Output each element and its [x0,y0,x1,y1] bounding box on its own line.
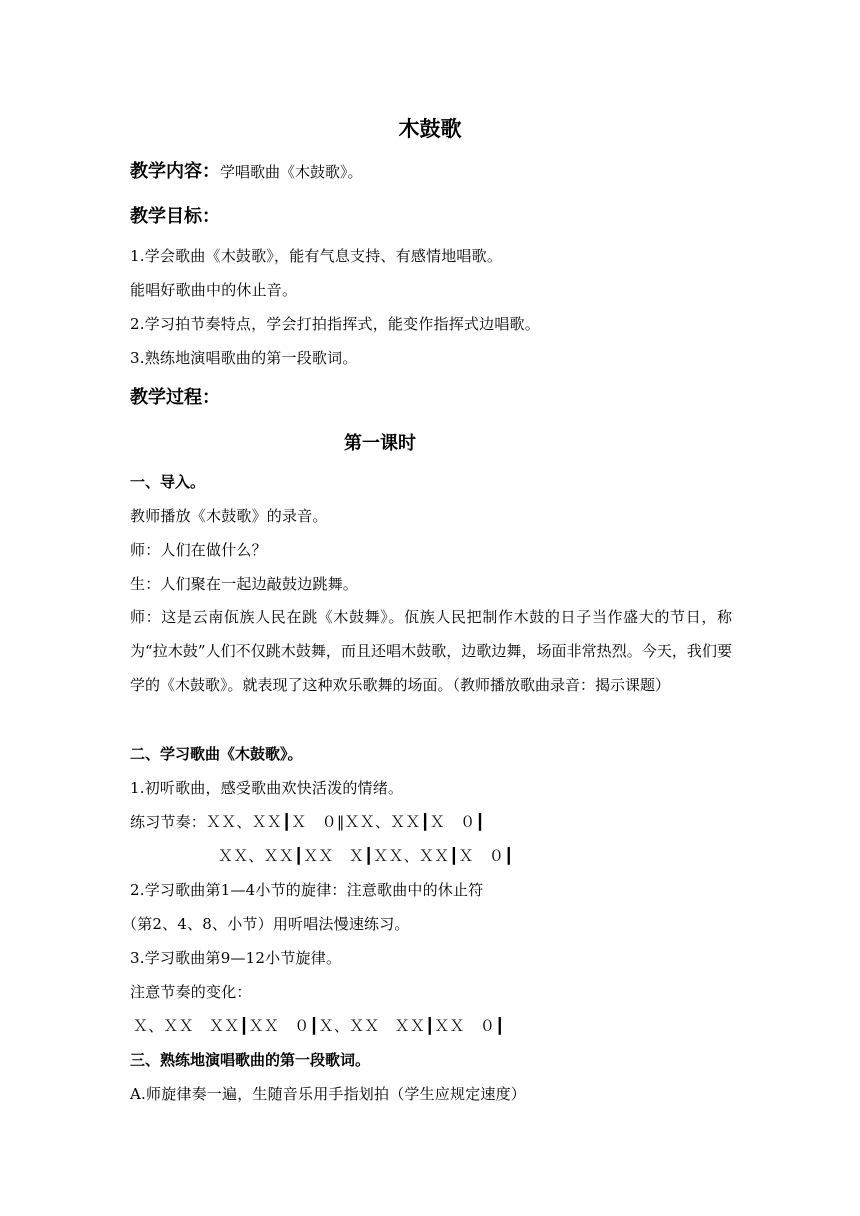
section2-line: 2.学习歌曲第1—4小节的旋律：注意歌曲中的休止符 [130,881,484,899]
section2-line: 1.初听歌曲，感受歌曲欢快活泼的情绪。 [130,779,404,797]
rhythm-line-3: Ｘ、ＸＸ ＸＸ┃ＸＸ ０┃Ｘ、ＸＸ ＸＸ┃ＸＸ ０┃ [133,1017,505,1035]
teaching-process-label: 教学过程： [130,387,220,408]
section1-line: 教师播放《木鼓歌》的录音。 [130,507,328,525]
rhythm-line-1: 练习节奏：ＸＸ、ＸＸ┃Ｘ ０‖ＸＸ、ＸＸ┃Ｘ ０┃ [130,813,485,831]
section1-line: 生：人们聚在一起边敲鼓边跳舞。 [130,575,359,593]
section2-line: 注意节奏的变化： [130,983,252,1001]
section2-line: 3.学习歌曲第9—12小节旋律。 [130,949,342,967]
goal-item: 2.学习拍节奏特点，学会打拍指挥式，能变作指挥式边唱歌。 [130,315,540,333]
section1-paragraph: 师：这是云南佤族人民在跳《木鼓舞》。佤族人民把制作木鼓的日子当作盛大的节日，称为“拉木鼓”人们不仅跳木鼓舞，而且还唱木鼓歌，边歌边舞，场面非常热烈。今天，我们要学的《木鼓歌》。就表现了这种欢乐歌舞的场面。（教师播放歌曲录音：揭示课题） [130,608,732,694]
goal-item: 能唱好歌曲中的休止音。 [130,281,298,299]
section2-line: （第2、4、8、小节）用听唱法慢速练习。 [122,915,410,933]
teaching-content-label: 教学内容： [130,161,220,182]
section1-heading: 一、导入。 [130,473,206,491]
lesson-title: 第一课时 [344,433,416,454]
goal-item: 3.熟练地演唱歌曲的第一段歌词。 [130,349,358,367]
rhythm-line-2: ＸＸ、ＸＸ┃ＸＸ Ｘ┃ＸＸ、ＸＸ┃Ｘ ０┃ [218,847,514,865]
document-title: 木鼓歌 [398,117,462,141]
teaching-content-text: 学唱歌曲《木鼓歌》。 [220,163,363,181]
teaching-content [130,160,363,184]
section2-heading: 二、学习歌曲《木鼓歌》。 [130,745,303,763]
goal-item: 1.学会歌曲《木鼓歌》，能有气息支持、有感情地唱歌。 [130,247,503,265]
teaching-goals-label: 教学目标： [130,206,220,227]
section1-line: 师：人们在做什么？ [130,541,267,559]
section3-line: A.师旋律奏一遍，生随音乐用手指划拍（学生应规定速度） [130,1085,527,1103]
section3-heading: 三、熟练地演唱歌曲的第一段歌词。 [130,1051,371,1069]
